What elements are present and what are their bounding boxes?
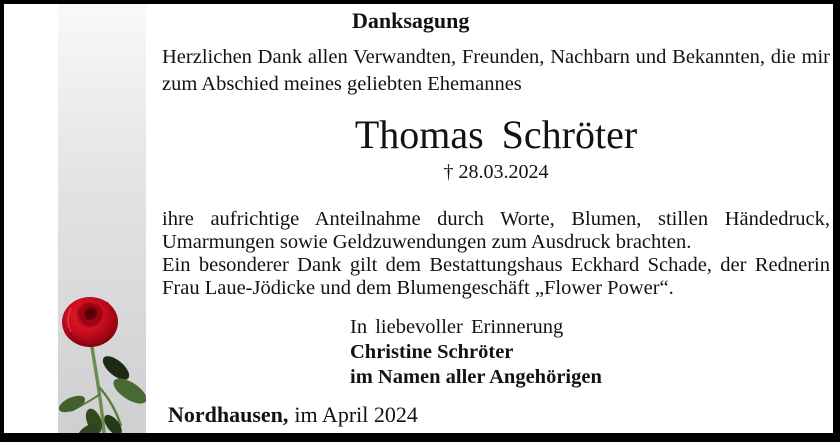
deceased-name: Thomas Schröter <box>354 112 638 157</box>
signature-block <box>350 315 602 390</box>
body-line-3: Ein besonderer Dank gilt dem Bestattungshaus Eckhard Schade, der Rednerin <box>162 254 830 276</box>
body-line-2: Umarmungen sowie Geldzuwendungen zum Ausdruck brachten. <box>162 231 692 253</box>
death-date: † 28.03.2024 <box>443 161 549 183</box>
signature-suffix: im Namen aller Angehörigen <box>350 366 602 388</box>
notice-heading: Danksagung <box>352 8 470 33</box>
body-line-4: Frau Laue-Jödicke und dem Blumengeschäft „Flower Power“. <box>162 277 674 299</box>
rose-strip <box>58 4 146 433</box>
body-line-1: ihre aufrichtige Anteilnahme durch Worte, Blumen, stillen Händedruck, <box>162 208 830 230</box>
rose-icon <box>58 4 146 433</box>
place-name: Nordhausen, <box>168 402 289 427</box>
intro-line-2: zum Abschied meines geliebten Ehemannes <box>162 73 522 95</box>
intro-paragraph <box>162 44 830 98</box>
date-text: im April 2024 <box>294 402 418 427</box>
thanks-paragraphs <box>162 208 830 300</box>
intro-line-1: Herzlichen Dank allen Verwandten, Freunden, Nachbarn und Bekannten, die mir <box>162 46 830 68</box>
signature-name: Christine Schröter <box>350 341 514 363</box>
memorial-line: In liebevoller Erinnerung <box>350 316 564 338</box>
place-date-line <box>168 402 418 428</box>
